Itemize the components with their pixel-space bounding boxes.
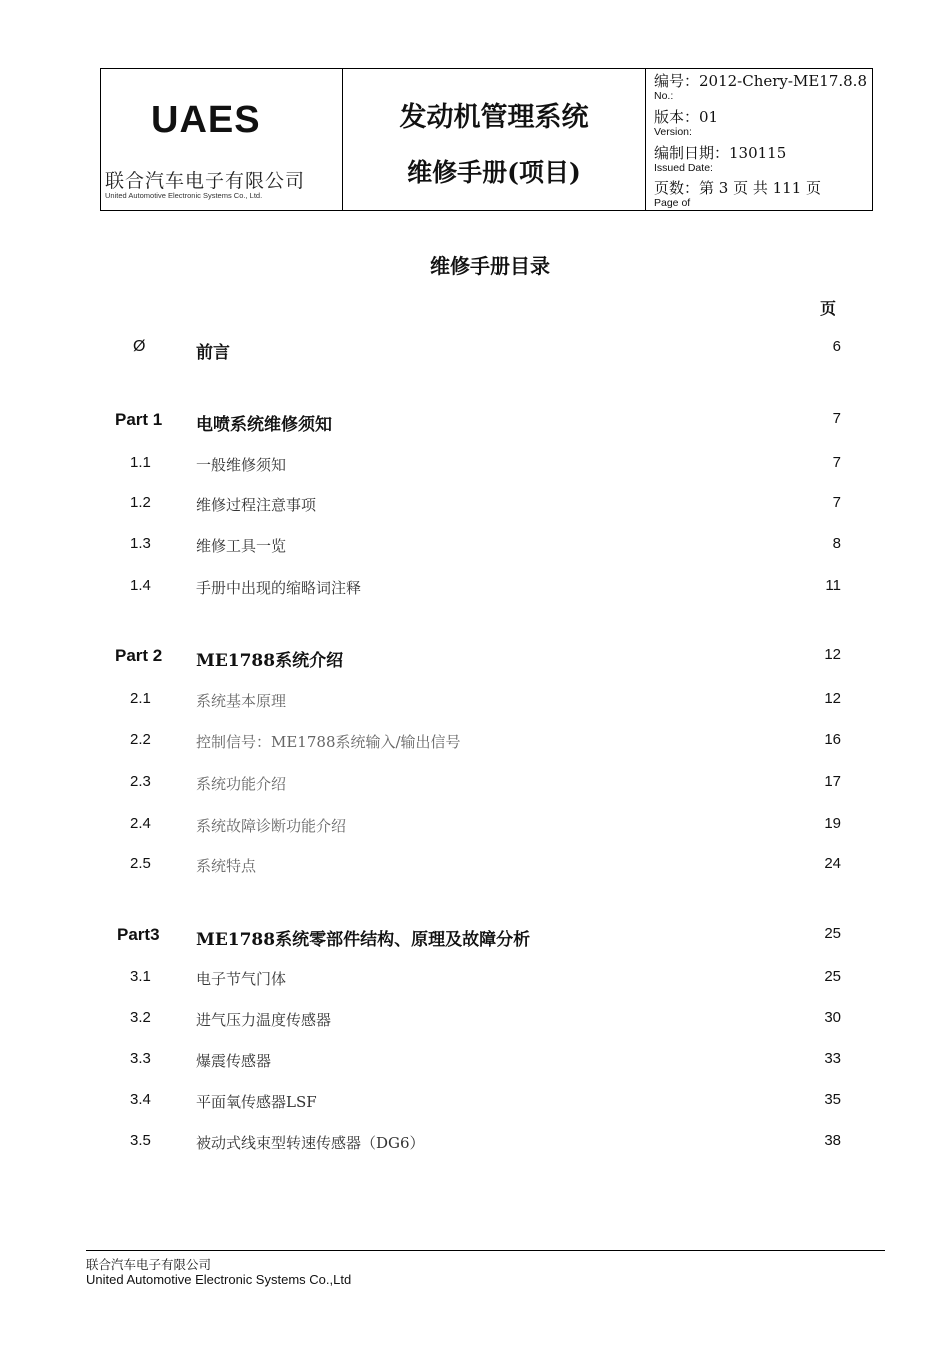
doc-version-en: Version: xyxy=(654,126,692,138)
toc-item-label: 系统特点 xyxy=(196,857,257,875)
toc-page: 6 xyxy=(832,338,841,355)
toc-part-row[interactable] xyxy=(0,646,950,670)
toc-page: 7 xyxy=(832,410,841,427)
document-info-cell xyxy=(646,69,872,210)
toc-page: 25 xyxy=(824,925,841,942)
toc-item-number: 2.1 xyxy=(130,690,151,707)
toc-part-label: ME1788系统介绍 xyxy=(196,651,344,671)
toc-part-number: Part3 xyxy=(117,925,160,944)
toc-item-row[interactable] xyxy=(0,968,950,992)
toc-page: 8 xyxy=(832,535,841,552)
toc-item-row[interactable] xyxy=(0,1091,950,1115)
toc-item-label: 爆震传感器 xyxy=(196,1052,272,1070)
toc-title: 维修手册目录 xyxy=(430,254,550,278)
toc-page: 16 xyxy=(824,731,841,748)
toc-part-row[interactable] xyxy=(0,925,950,949)
company-name-en: United Automotive Electronic Systems Co., Ltd. xyxy=(105,191,263,200)
doc-issued-date-en: Issued Date: xyxy=(654,162,713,174)
doc-pages: 页数：第 3 页 共 111 页 xyxy=(654,179,822,197)
footer-divider xyxy=(86,1250,885,1251)
toc-part-label: ME1788系统零部件结构、原理及故障分析 xyxy=(196,930,531,950)
toc-page: 12 xyxy=(824,646,841,663)
company-name-cn: 联合汽车电子有限公司 xyxy=(105,170,306,192)
toc-item-label: 系统故障诊断功能介绍 xyxy=(196,817,347,835)
company-logo-cell xyxy=(101,69,343,210)
toc-item-number: 3.5 xyxy=(130,1132,151,1149)
toc-page: 30 xyxy=(824,1009,841,1026)
toc-page: 33 xyxy=(824,1050,841,1067)
toc-item-label: 系统功能介绍 xyxy=(196,775,287,793)
toc-part-row[interactable] xyxy=(0,410,950,434)
toc-item-row[interactable] xyxy=(0,494,950,518)
toc-item-row[interactable] xyxy=(0,1132,950,1156)
doc-version: 版本：01 xyxy=(654,108,719,126)
toc-item-number: 1.1 xyxy=(130,454,151,471)
document-subtitle: 维修手册(项目) xyxy=(407,158,581,187)
doc-number: 编号：2012-Chery-ME17.8.8 xyxy=(654,72,867,90)
toc-item-label: 手册中出现的缩略词注释 xyxy=(196,579,362,597)
uaes-logo: UAES xyxy=(151,99,261,141)
toc-item-label: 被动式线束型转速传感器（DG6） xyxy=(196,1134,425,1152)
toc-item-row[interactable] xyxy=(0,454,950,478)
toc-item-number: 3.3 xyxy=(130,1050,151,1067)
toc-item-row[interactable] xyxy=(0,577,950,601)
toc-part-number: Part 1 xyxy=(115,410,163,429)
toc-item-number: 2.5 xyxy=(130,855,151,872)
toc-page: 38 xyxy=(824,1132,841,1149)
page-column-label: 页 xyxy=(820,299,837,318)
toc-item-number: 3.1 xyxy=(130,968,151,985)
toc-item-label: 维修过程注意事项 xyxy=(196,496,317,514)
toc-item-label: 电子节气门体 xyxy=(196,970,287,988)
toc-item-row[interactable] xyxy=(0,1009,950,1033)
toc-item-number: 1.2 xyxy=(130,494,151,511)
toc-page: 17 xyxy=(824,773,841,790)
toc-item-label: 一般维修须知 xyxy=(196,456,287,474)
doc-issued-date: 编制日期：130115 xyxy=(654,144,787,162)
footer-company-cn: 联合汽车电子有限公司 xyxy=(86,1257,212,1272)
toc-page: 19 xyxy=(824,815,841,832)
toc-part-label: 电喷系统维修须知 xyxy=(196,415,332,435)
toc-page: 7 xyxy=(832,454,841,471)
toc-item-number: 1.3 xyxy=(130,535,151,552)
toc-item-row[interactable] xyxy=(0,690,950,714)
toc-item-label: 系统基本原理 xyxy=(196,692,287,710)
toc-part-number: Part 2 xyxy=(115,646,163,665)
document-title: 发动机管理系统 xyxy=(399,102,589,133)
toc-item-label: 平面氧传感器LSF xyxy=(196,1093,317,1111)
toc-item-number: 1.4 xyxy=(130,577,151,594)
toc-page: 7 xyxy=(832,494,841,511)
toc-page: 12 xyxy=(824,690,841,707)
toc-item-number: 2.2 xyxy=(130,731,151,748)
toc-page: 25 xyxy=(824,968,841,985)
document-header xyxy=(100,68,873,211)
toc-page: 24 xyxy=(824,855,841,872)
toc-item-number: 3.2 xyxy=(130,1009,151,1026)
toc-row-intro[interactable] xyxy=(0,338,950,362)
toc-bullet: Ø xyxy=(133,338,146,355)
toc-item-row[interactable] xyxy=(0,731,950,755)
footer-company-en: United Automotive Electronic Systems Co.,Ltd xyxy=(86,1272,352,1287)
toc-item-row[interactable] xyxy=(0,815,950,839)
toc-item-number: 3.4 xyxy=(130,1091,151,1108)
toc-item-label: 进气压力温度传感器 xyxy=(196,1011,332,1029)
toc-item-number: 2.3 xyxy=(130,773,151,790)
toc-label: 前言 xyxy=(196,343,230,363)
doc-pages-en: Page of xyxy=(654,197,691,209)
toc-item-row[interactable] xyxy=(0,535,950,559)
toc-item-row[interactable] xyxy=(0,773,950,797)
toc-page: 11 xyxy=(825,577,841,594)
toc-item-label: 控制信号：ME1788系统输入/输出信号 xyxy=(196,733,461,751)
toc-item-row[interactable] xyxy=(0,855,950,879)
toc-item-number: 2.4 xyxy=(130,815,151,832)
document-title-cell xyxy=(343,69,646,210)
doc-number-en: No.: xyxy=(654,90,674,102)
toc-item-label: 维修工具一览 xyxy=(196,537,287,555)
toc-page: 35 xyxy=(824,1091,841,1108)
toc-item-row[interactable] xyxy=(0,1050,950,1074)
